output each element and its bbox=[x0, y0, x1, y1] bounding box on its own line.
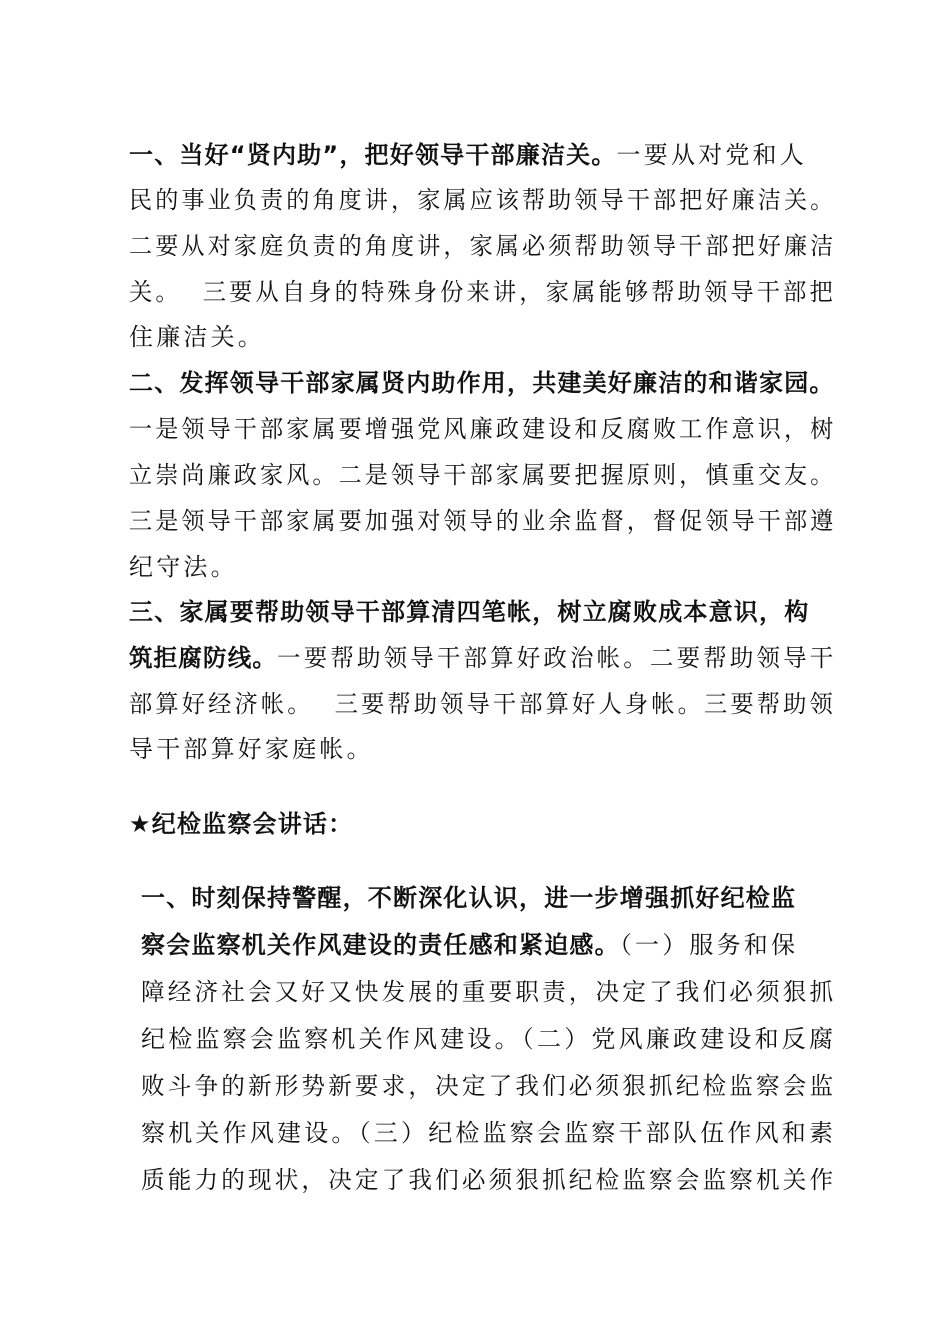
section-title: ★纪检监察会讲话： bbox=[129, 810, 354, 838]
item-heading: 一、时刻保持警醒，不断深化认识，进一步增强抓好纪检监 bbox=[141, 884, 797, 912]
item-heading: 三、家属要帮助领导干部算清四笔帐，树立腐败成本意识，构 bbox=[129, 598, 810, 626]
paragraph-line: 民的事业负责的角度讲，家属应该帮助领导干部把好廉洁关。 bbox=[129, 186, 837, 214]
item-heading: 二、发挥领导干部家属贤内助作用，共建美好廉洁的和谐家园。 bbox=[129, 369, 835, 397]
paragraph-line: 纪检监察会监察机关作风建设。（二）党风廉政建设和反腐 bbox=[141, 1025, 837, 1053]
paragraph-line: 质能力的现状，决定了我们必须狠抓纪检监察会监察机关作 bbox=[141, 1166, 837, 1194]
paragraph-line: 三是领导干部家属要加强对领导的业余监督，督促领导干部遵 bbox=[129, 507, 837, 535]
item-heading: 筑拒腐防线。 bbox=[129, 644, 278, 672]
paragraph-line: 察机关作风建设。（三）纪检监察会监察干部队伍作风和素 bbox=[141, 1119, 837, 1147]
paragraph-line bbox=[141, 930, 798, 960]
paragraph-line: 关。 三要从自身的特殊身份来讲，家属能够帮助领导干部把 bbox=[129, 278, 836, 306]
item-text: 一要帮助领导干部算好政治帐。二要帮助领导干 bbox=[277, 644, 837, 672]
paragraph-line: 部算好经济帐。 三要帮助领导干部算好人身帐。三要帮助领 bbox=[129, 690, 836, 718]
paragraph-line: 败斗争的新形势新要求，决定了我们必须狠抓纪检监察会监 bbox=[141, 1072, 837, 1100]
paragraph-line: 导干部算好家庭帐。 bbox=[129, 735, 374, 763]
paragraph-line: 一是领导干部家属要增强党风廉政建设和反腐败工作意识，树 bbox=[129, 415, 837, 443]
item-text: 一要从对党和人 bbox=[616, 141, 807, 169]
paragraph-line: 立崇尚廉政家风。二是领导干部家属要把握原则，慎重交友。 bbox=[129, 461, 837, 489]
paragraph-line: 障经济社会又好又快发展的重要职责，决定了我们必须狠抓 bbox=[141, 978, 837, 1006]
item-text: （一）服务和保 bbox=[619, 931, 799, 959]
paragraph-line bbox=[129, 643, 836, 673]
item-heading: 一、当好“贤内助”，把好领导干部廉洁关。 bbox=[129, 141, 617, 169]
item-heading: 察会监察机关作风建设的责任感和紧迫感。 bbox=[141, 931, 620, 959]
paragraph-line: 纪守法。 bbox=[129, 553, 238, 581]
paragraph-line: 住廉洁关。 bbox=[129, 323, 265, 351]
paragraph-line bbox=[129, 140, 807, 170]
paragraph-line: 二要从对家庭负责的角度讲，家属必须帮助领导干部把好廉洁 bbox=[129, 232, 837, 260]
